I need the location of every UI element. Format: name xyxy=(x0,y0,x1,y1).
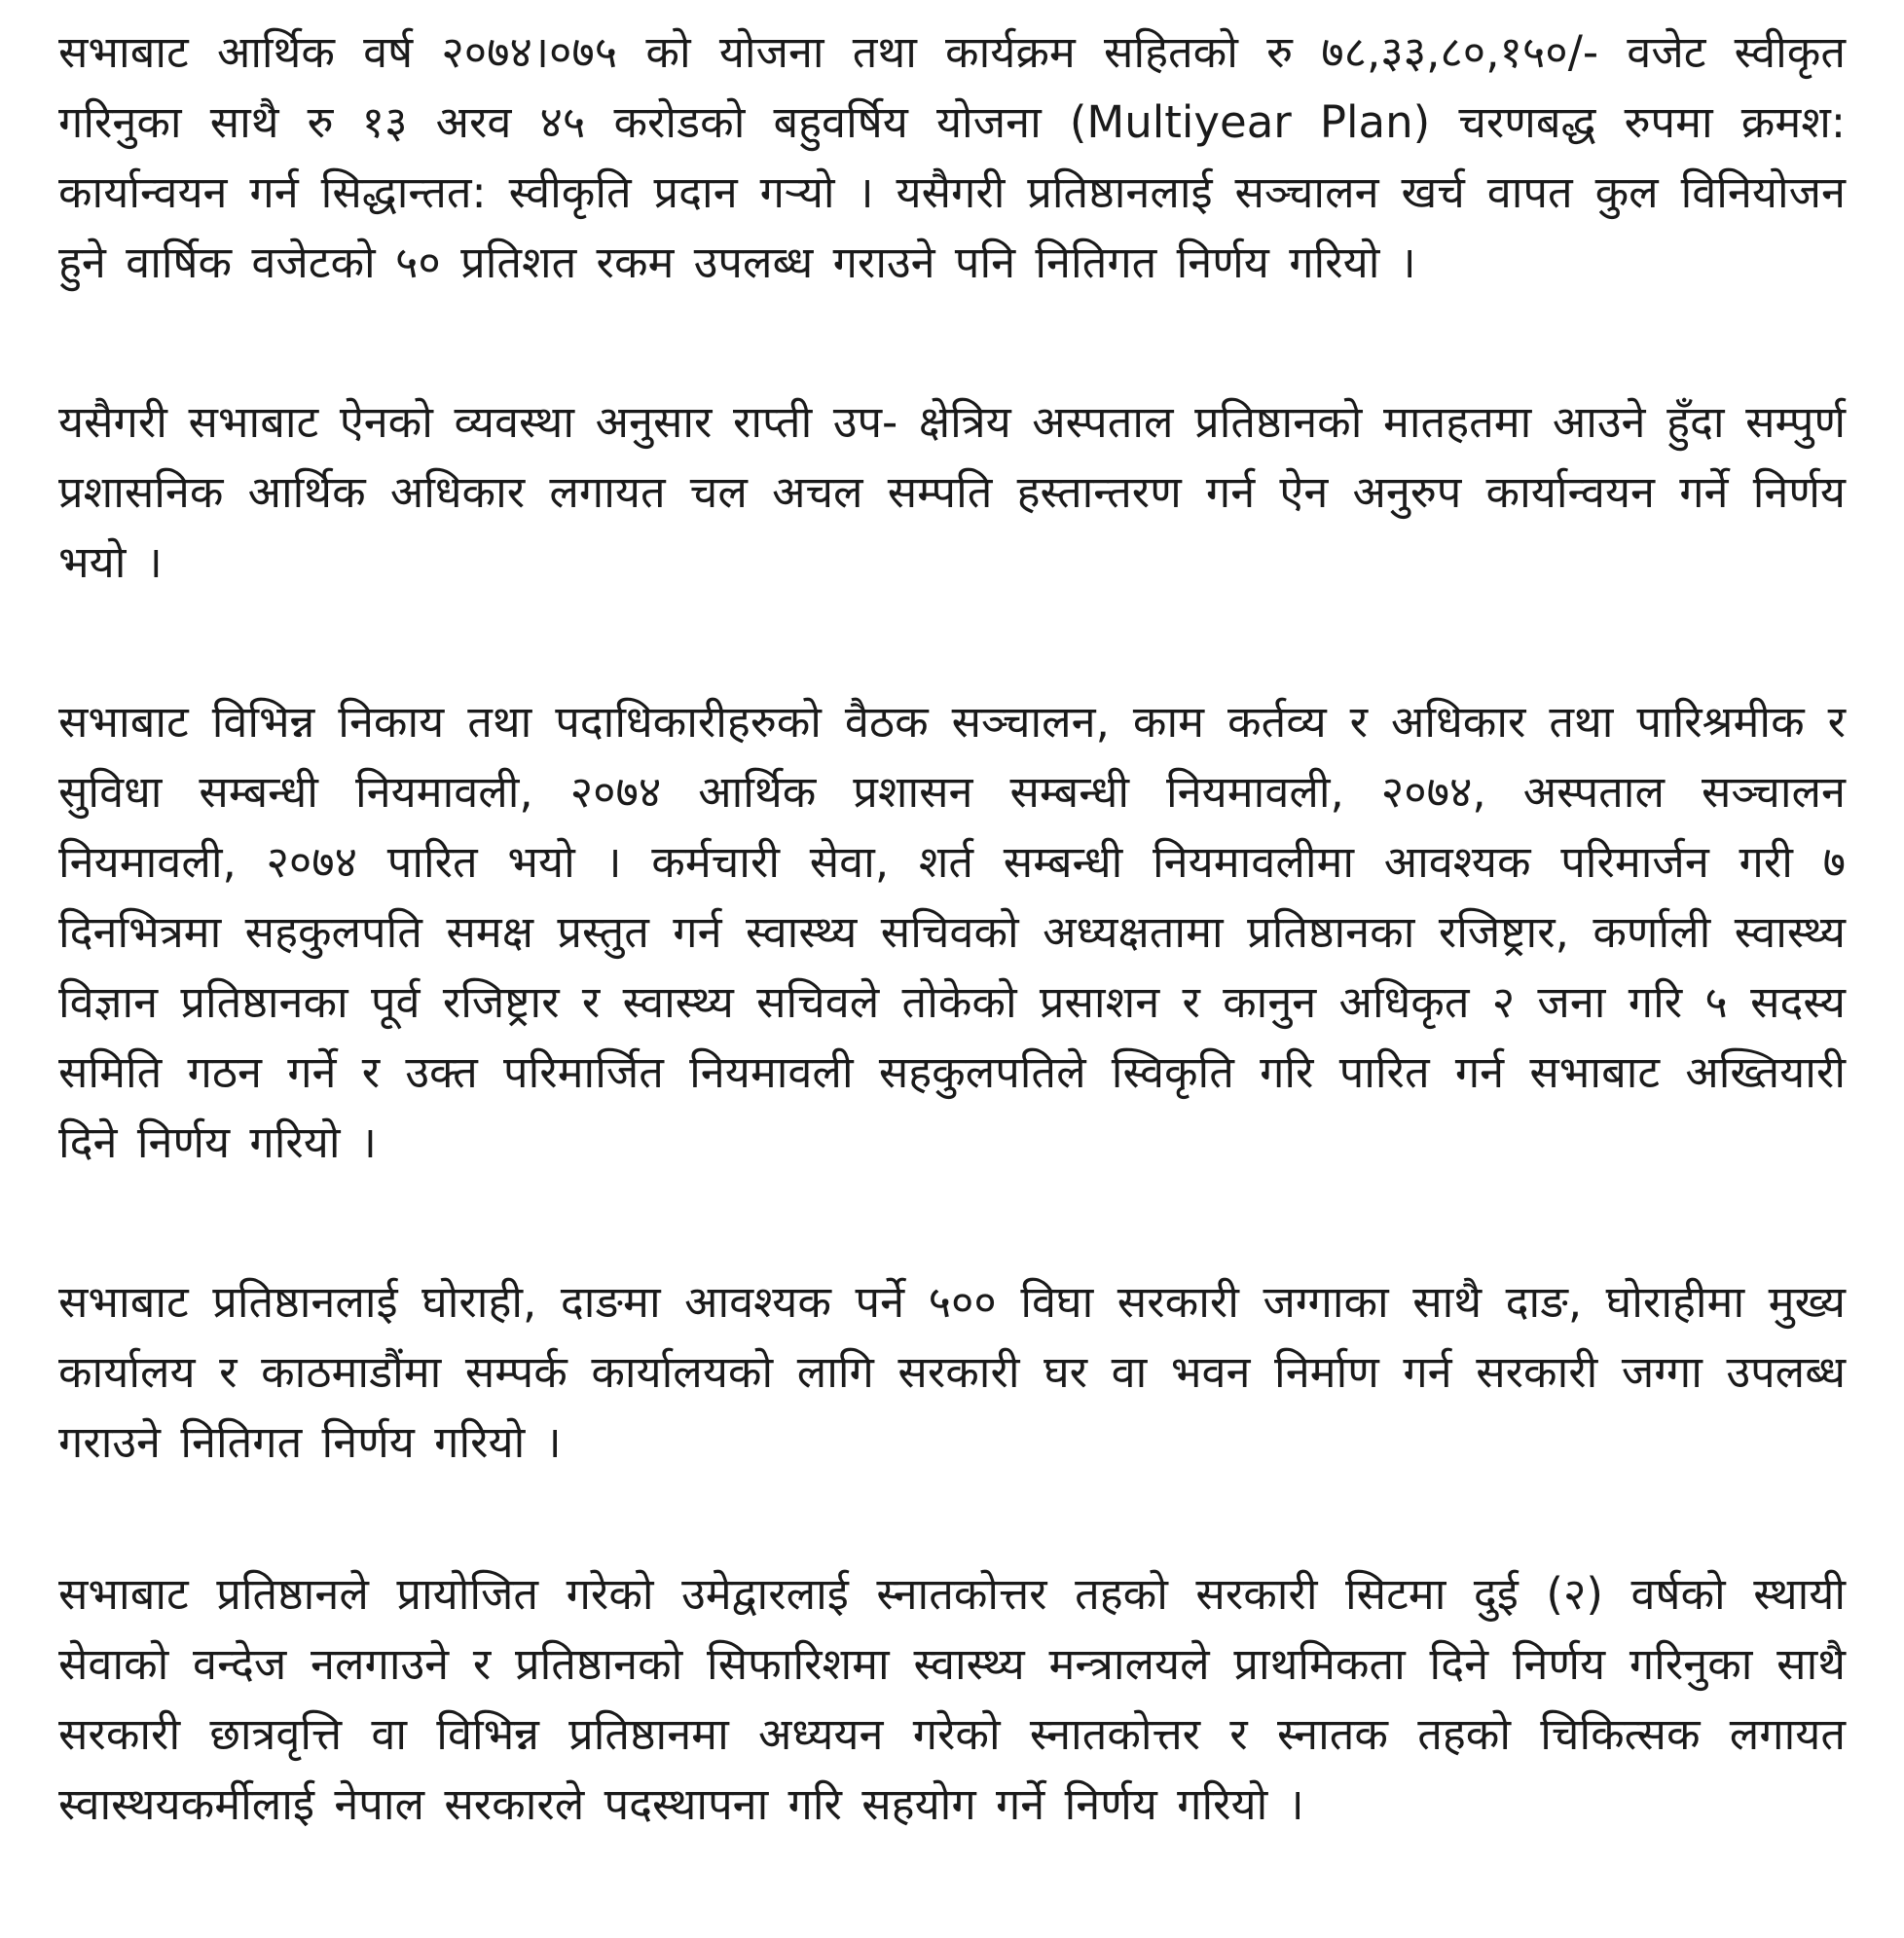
paragraph-hospital-transfer: यसैगरी सभाबाट ऐनको व्यवस्था अनुसार राप्ती उप- क्षेत्रिय अस्पताल प्रतिष्ठानको मातहतमा आउने हुँदा सम्पुर्ण प्रशासनिक आर्थिक अधिकार लगायत चल अचल सम्पति हस्तान्तरण गर्न ऐन अनुरुप कार्यान्वयन गर्ने निर्णय भयो । xyxy=(58,396,1846,588)
paragraph-budget-approval: सभाबाट आर्थिक वर्ष २०७४।०७५ को योजना तथा कार्यक्रम सहितको रु ७८,३३,८०,१५०/- वजेट स्वीकृत गरिनुका साथै रु १३ अरव ४५ करोडको बहुवर्षिय योजना (Multiyear Plan) चरणबद्ध रुपमा क्रमश: कार्यान्वयन गर्न सिद्धान्तत: स्वीकृति प्रदान गर्‍यो । यसैगरी प्रतिष्ठानलाई सञ्चालन खर्च वापत कुल विनियोजन हुने वार्षिक वजेटको ५० प्रतिशत रकम उपलब्ध गराउने पनि नितिगत निर्णय गरियो । xyxy=(58,26,1846,288)
paragraph-regulations: सभाबाट विभिन्न निकाय तथा पदाधिकारीहरुको वैठक सञ्चालन, काम कर्तव्य र अधिकार तथा पारिश्रमीक र सुविधा सम्बन्धी नियमावली, २०७४ आर्थिक प्रशासन सम्बन्धी नियमावली, २०७४, अस्पताल सञ्चालन नियमावली, २०७४ पारित भयो । कर्मचारी सेवा, शर्त सम्बन्धी नियमावलीमा आवश्यक परिमार्जन गरी ७ दिनभित्रमा सहकुलपति समक्ष प्रस्तुत गर्न स्वास्थ्य सचिवको अध्यक्षतामा प्रतिष्ठानका रजिष्ट्रार, कर्णाली स्वास्थ्य विज्ञान प्रतिष्ठानका पूर्व रजिष्ट्रार र स्वास्थ्य सचिवले तोकेको प्रसाशन र कानुन अधिकृत २ जना गरि ५ सदस्य समिति गठन गर्ने र उक्त परिमार्जित नियमावली सहकुलपतिले स्विकृति गरि पारित गर्न सभाबाट अख्तियारी दिने निर्णय गरियो । xyxy=(58,696,1846,1168)
paragraph-land-allocation: सभाबाट प्रतिष्ठानलाई घोराही, दाङमा आवश्यक पर्ने ५०० विघा सरकारी जग्गाका साथै दाङ, घोराहीमा मुख्य कार्यालय र काठमाडौंमा सम्पर्क कार्यालयको लागि सरकारी घर वा भवन निर्माण गर्न सरकारी जग्गा उपलब्ध गराउने नितिगत निर्णय गरियो । xyxy=(58,1276,1846,1468)
paragraph-postgraduate-seats: सभाबाट प्रतिष्ठानले प्रायोजित गरेको उमेद्वारलाई स्नातकोत्तर तहको सरकारी सिटमा दुई (२) वर्षको स्थायी सेवाको वन्देज नलगाउने र प्रतिष्ठानको सिफारिशमा स्वास्थ्य मन्त्रालयले प्राथमिकता दिने निर्णय गरिनुका साथै सरकारी छात्रवृत्ति वा विभिन्न प्रतिष्ठानमा अध्ययन गरेको स्नातकोत्तर र स्नातक तहको चिकित्सक लगायत स्वास्थयकर्मीलाई नेपाल सरकारले पदस्थापना गरि सहयोग गर्ने निर्णय गरियो । xyxy=(58,1568,1846,1830)
